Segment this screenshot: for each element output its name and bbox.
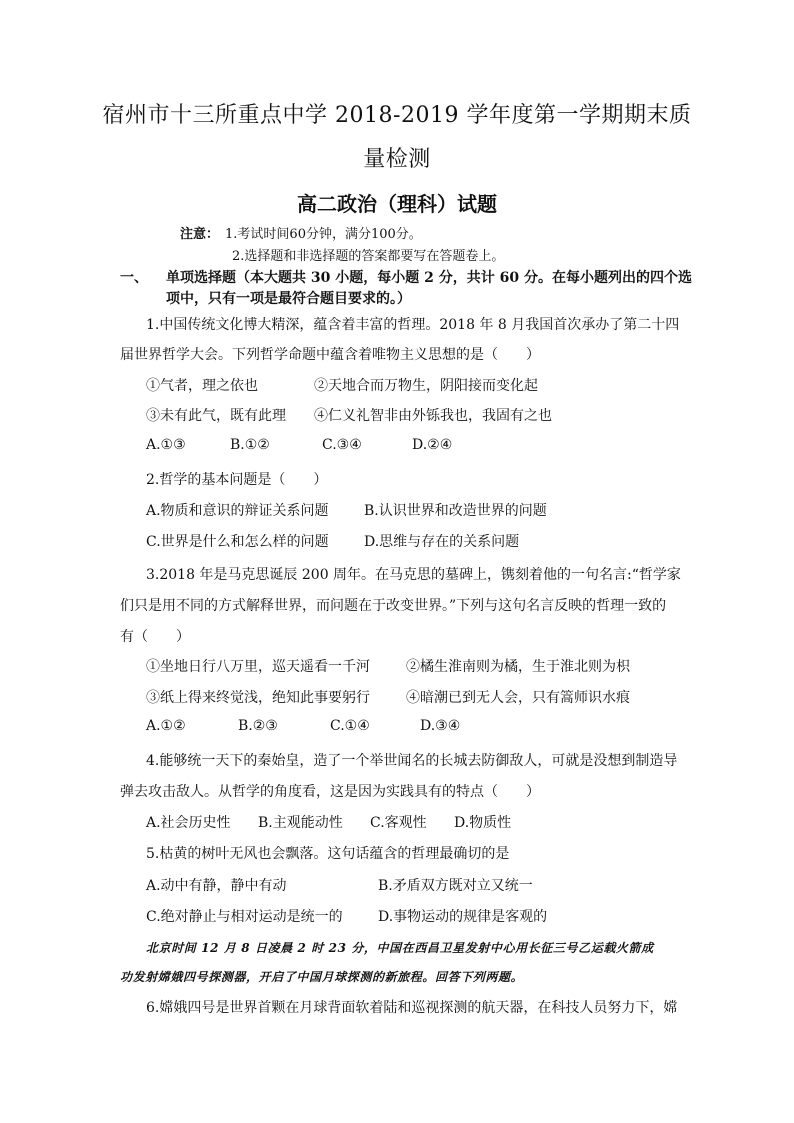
section-line-2: 项中，只有一项是最符合题目要求的。） [166, 291, 411, 307]
q4-option-d: D.物质性 [454, 815, 512, 831]
q3-option-b: B.②③ [238, 718, 278, 734]
q1-statement-3: ③未有此气，既有此理 [146, 408, 286, 424]
section-line-1: 单项选择题（本大题共 30 小题，每小题 2 分，共计 60 分。在每小题列出的四个选 [166, 270, 692, 286]
q3-statement-3: ③纸上得来终觉浅，绝知此事要躬行 [146, 690, 370, 706]
q3-line-1: 3.2018 年是马克思诞辰 200 周年。在马克思的墓碑上，镌刻着他的一句名言:“哲学家 [146, 567, 681, 583]
q3-option-a: A.①② [146, 718, 186, 734]
notice-text-1: 1.考试时间60分钟，满分100分。 [225, 227, 422, 242]
material-line-1: 北京时间 12 月 8 日凌晨 2 时 23 分，中国在西昌卫星发射中心用长征三号乙运载火箭成 [146, 941, 654, 955]
q3-statement-1: ①坐地日行八万里，巡天遥看一千河 [146, 659, 370, 675]
title-line-2: 量检测 [363, 147, 431, 172]
q3-line-3: 有（ ） [120, 629, 190, 645]
q4-line-1: 4.能够统一天下的秦始皇，造了一个举世闻名的长城去防御敌人，可就是没想到制造导 [146, 753, 678, 769]
subtitle: 高二政治（理科）试题 [297, 192, 497, 216]
q5-option-d: D.事物运动的规律是客观的 [378, 909, 548, 925]
q3-option-d: D.③④ [420, 718, 461, 734]
q4-option-b: B.主观能动性 [258, 815, 343, 831]
q3-statement-2: ②橘生淮南则为橘，生于淮北则为枳 [406, 659, 630, 675]
q6-line-1: 6.嫦娥四号是世界首颗在月球背面软着陆和巡视探测的航天器，在科技人员努力下，嫦 [146, 1000, 678, 1016]
q5-stem: 5.枯黄的树叶无风也会飘落。这句话蕴含的哲理最确切的是 [146, 846, 510, 862]
q1-statement-4: ④仁义礼智非由外铄我也，我固有之也 [314, 408, 552, 424]
q1-statement-1: ①气者，理之依也 [146, 378, 258, 394]
section-number: 一、 [120, 270, 148, 286]
q2-option-d: D.思维与存在的关系问题 [364, 534, 520, 550]
q3-statement-4: ④暗潮已到无人会，只有篙师识水痕 [406, 690, 630, 706]
q5-option-a: A.动中有静，静中有动 [146, 878, 287, 894]
material-line-2: 功发射嫦娥四号探测器，开启了中国月球探测的新旅程。回答下列两题。 [120, 970, 524, 984]
q1-line-2: 届世界哲学大会。下列哲学命题中蕴含着唯物主义思想的是（ ） [120, 347, 540, 363]
q1-line-1: 1.中国传统文化博大精深，蕴含着丰富的哲理。2018 年 8 月我国首次承办了第二十四 [146, 317, 680, 333]
q5-option-b: B.矛盾双方既对立又统一 [378, 878, 533, 894]
q4-option-c: C.客观性 [370, 815, 427, 831]
q3-line-2: 们只是用不同的方式解释世界，而问题在于改变世界。”下列与这句名言反映的哲理一致的 [120, 598, 667, 614]
notice-line-1 [180, 223, 422, 242]
q1-option-b: B.①② [230, 437, 270, 453]
q2-option-a: A.物质和意识的辩证关系问题 [146, 503, 329, 519]
q2-option-b: B.认识世界和改造世界的问题 [364, 503, 547, 519]
q2-option-c: C.世界是什么和怎么样的问题 [146, 534, 329, 550]
notice-label: 注意： [180, 227, 220, 242]
q4-line-2: 弹去攻击敌人。从哲学的角度看，这是因为实践具有的特点（ ） [120, 784, 540, 800]
q5-option-c: C.绝对静止与相对运动是统一的 [146, 909, 343, 925]
q1-option-a: A.①③ [146, 437, 186, 453]
q1-option-d: D.②④ [412, 437, 453, 453]
q3-option-c: C.①④ [330, 718, 370, 734]
q1-statement-2: ②天地合而万物生，阴阳接而变化起 [314, 378, 538, 394]
q4-option-a: A.社会历史性 [146, 815, 231, 831]
q2-stem: 2.哲学的基本问题是（ ） [146, 472, 328, 488]
q1-option-c: C.③④ [322, 437, 362, 453]
title-line-1: 宿州市十三所重点中学 2018-2019 学年度第一学期期末质 [102, 103, 692, 128]
notice-line-2: 2.选择题和非选择题的答案都要写在答题卷上。 [232, 249, 505, 264]
